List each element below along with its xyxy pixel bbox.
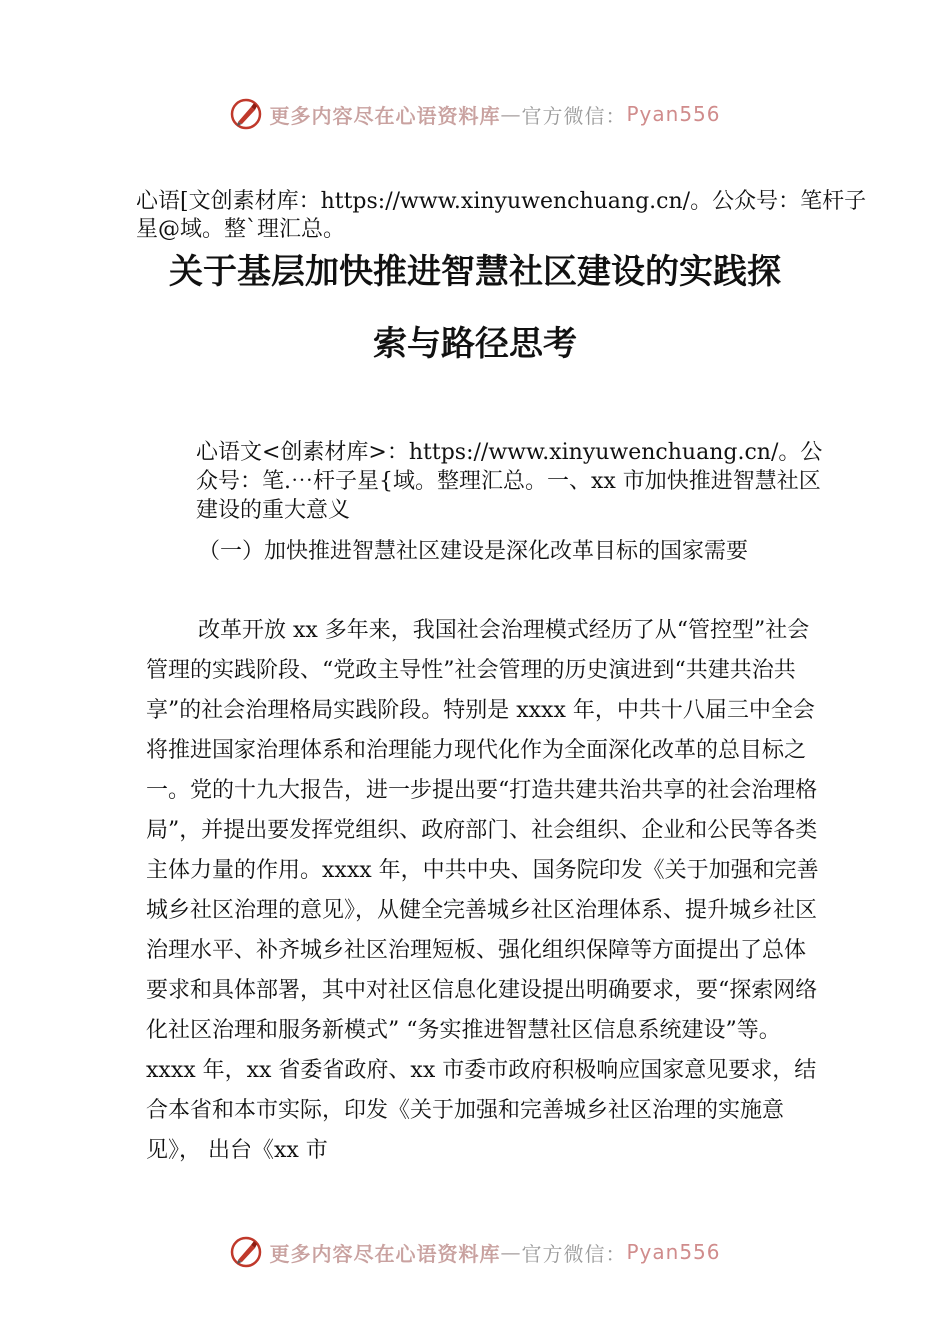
banner-wechat-label: 官方微信： (521, 103, 627, 128)
intro-paragraph: 心语文<创素材库>：https://www.xinyuwenchuang.cn/。公众号：笔.⋯杆子星{域。整理汇总。一、xx 市加快推进智慧社区建设的重大意义 (196, 440, 823, 523)
banner-text: 更多内容尽在心语资料库 (269, 103, 501, 128)
banner-wechat-id: Pyan556 (626, 1240, 721, 1264)
banner-separator: — (500, 102, 522, 126)
document-title-line-1: 关于基层加快推进智慧社区建设的实践探 (169, 252, 781, 292)
document-title-line-2: 索与路径思考 (373, 324, 577, 364)
header-note: 心语[文创素材库：https://www.xinyuwenchuang.cn/。公众号：笔杆子星@域。整`理汇总。 (136, 189, 867, 242)
pen-logo-icon (229, 97, 263, 131)
pen-logo-icon (229, 1235, 263, 1269)
bottom-banner (0, 1232, 950, 1272)
banner-wechat-label: 官方微信： (521, 1241, 627, 1266)
top-banner (0, 94, 950, 134)
body-paragraph: 改革开放 xx 多年来，我国社会治理模式经历了从“管控型”社会管理的实践阶段、“党政主导性”社会管理的历史演进到“共建共治共享”的社会治理格局实践阶段。特别是 xxxx 年，中共十八届三中全会将推进国家治理体系和治理能力现代化作为全面深化改革的总目标之一。党的十九大报告，进一步提出要“打造共建共治共享的社会治理格局”，并提出要发挥党组织、政府部门、社会组织、企业和公民等各类主体力量的作用。xxxx 年，中共中央、国务院印发《关于加强和完善城乡社区治理的意见》，从健全完善城乡社区治理体系、提升城乡社区治理水平、补齐城乡社区治理短板、强化组织保障等方面提出了总体要求和具体部署，其中对社区信息化建设提出明确要求，要“探索网络化社区治理和服务新模式” “务实推进智慧社区信息系统建设”等。xxxx 年，xx 省委省政府、xx 市委市政府积极响应国家意见要求，结合本省和本市实际，印发《关于加强和完善城乡社区治理的实施意见》， 出台《xx 市 (146, 618, 819, 1163)
subheading-1: （一）加快推进智慧社区建设是深化改革目标的国家需要 (198, 539, 749, 564)
banner-separator: — (500, 1240, 522, 1264)
banner-wechat-id: Pyan556 (626, 102, 721, 126)
banner-text: 更多内容尽在心语资料库 (269, 1241, 501, 1266)
